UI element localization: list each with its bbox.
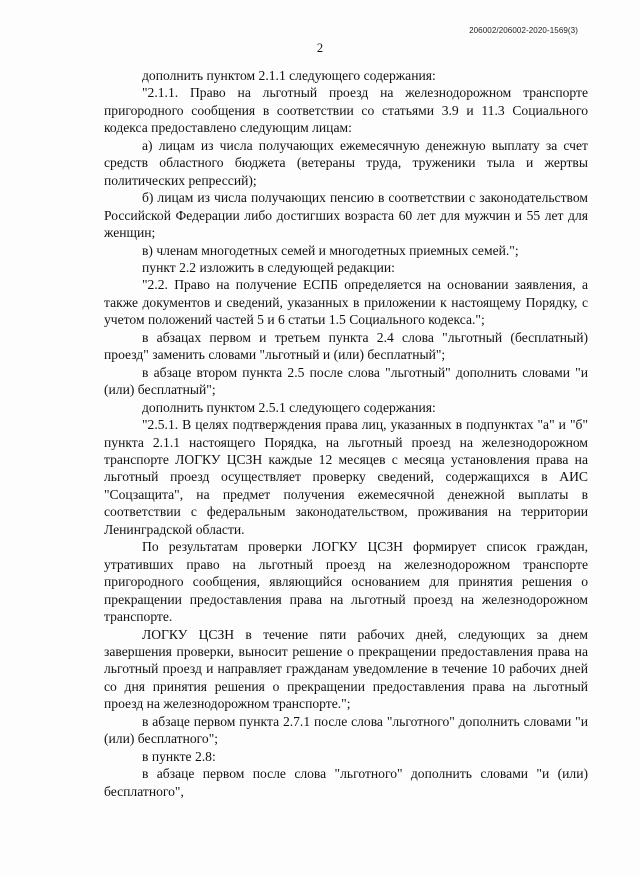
paragraph: ЛОГКУ ЦСЗН в течение пяти рабочих дней, следующих за днем завершения проверки, выносит решение о прекращении предоставления права на льготный проезд и направляет гражданам уведомление в течение 10 рабочих дней со дня принятия решения о прекращении предоставления права на льготный проезд на железнодорожном транспорте."; bbox=[104, 626, 588, 712]
paragraph: в абзацах первом и третьем пункта 2.4 слова "льготный (бесплатный) проезд" заменить словами "льготный и (или) бесплатный"; bbox=[104, 329, 588, 363]
document-body bbox=[104, 67, 588, 800]
paragraph: дополнить пунктом 2.5.1 следующего содержания: bbox=[142, 399, 436, 415]
paragraph: в абзаце втором пункта 2.5 после слова "льготный" дополнить словами "и (или) бесплатный"; bbox=[104, 364, 588, 398]
paragraph: в) членам многодетных семей и многодетных приемных семей."; bbox=[142, 242, 519, 258]
paragraph: "2.2. Право на получение ЕСПБ определяется на основании заявления, а также документов и сведений, указанных в приложении к настоящему Порядку, с учетом положений частей 5 и 6 статьи 1.5 Социального кодекса."; bbox=[104, 277, 588, 328]
paragraph: б) лицам из числа получающих пенсию в соответствии с законодательством Российской Федерации либо достигших возраста 60 лет для мужчин и 55 лет для женщин; bbox=[104, 190, 588, 241]
paragraph: в абзаце первом после слова "льготного" дополнить словами "и (или) бесплатного", bbox=[104, 766, 588, 799]
paragraph: дополнить пунктом 2.1.1 следующего содержания: bbox=[142, 68, 436, 83]
paragraph: По результатам проверки ЛОГКУ ЦСЗН формирует список граждан, утративших право на льготный проезд на железнодорожном транспорте пригородного сообщения, являющийся основанием для принятия решения о прекращении предоставления права на льготный проезд на железнодорожном транспорте. bbox=[104, 539, 588, 625]
paragraph: пункт 2.2 изложить в следующей редакции: bbox=[142, 259, 395, 275]
paragraph: а) лицам из числа получающих ежемесячную денежную выплату за счет средств областного бюджета (ветераны труда, труженики тыла и жертвы политических репрессий); bbox=[104, 137, 588, 188]
document-code: 206002/206002-2020-1569(3) bbox=[469, 26, 578, 35]
page-number: 2 bbox=[316, 41, 324, 55]
paragraph: "2.5.1. В целях подтверждения права лиц, указанных в подпунктах "а" и "б" пункта 2.1.1 настоящего Порядка, на льготный проезд на железнодорожном транспорте ЛОГКУ ЦСЗН каждые 12 месяцев с месяца установления права на льготный проезд осуществляет проверку сведений, содержащихся в АИС "Соцзащита", на предмет получения ежемесячной денежной выплаты в соответствии с федеральным законодательством, проживания на территории Ленинградской области. bbox=[104, 417, 588, 537]
paragraph: в абзаце первом пункта 2.7.1 после слова "льготного" дополнить словами "и (или) бесплатного"; bbox=[104, 713, 588, 747]
paragraph: "2.1.1. Право на льготный проезд на железнодорожном транспорте пригородного сообщения в соответствии со статьями 3.9 и 11.3 Социального кодекса предоставлено следующим лицам: bbox=[104, 85, 588, 136]
paragraph: в пункте 2.8: bbox=[142, 748, 216, 764]
